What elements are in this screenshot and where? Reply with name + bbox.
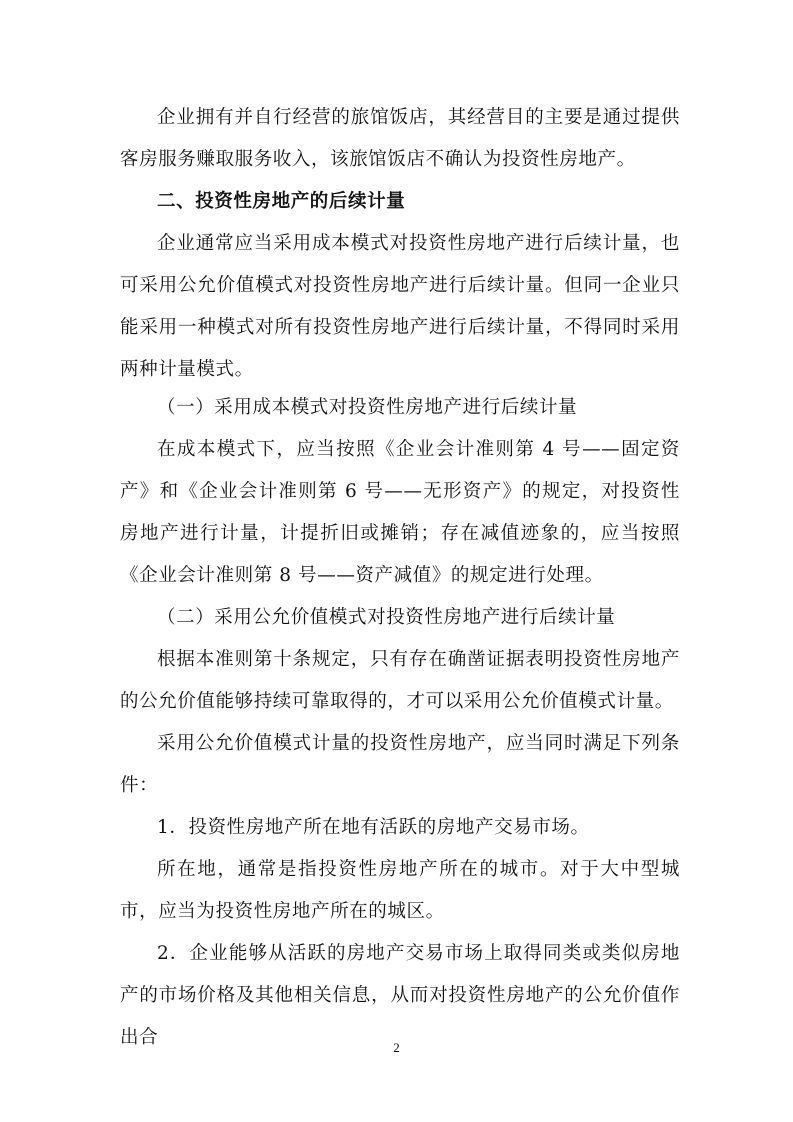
- paragraph-fair-value-evidence: 根据本准则第十条规定，只有存在确凿证据表明投资性房地产的公允价值能够持续可靠取得的，才可以采用公允价值模式计量。: [120, 649, 680, 712]
- paragraph-hotel-exclusion: 企业拥有并自行经营的旅馆饭店，其经营目的主要是通过提供客房服务赚取服务收入，该旅馆饭店不确认为投资性房地产。: [120, 107, 680, 170]
- paragraph-location-definition: 所在地，通常是指投资性房地产所在的城市。对于大中型城市，应当为投资性房地产所在的城区。: [120, 859, 680, 922]
- page-number: 2: [393, 1040, 400, 1055]
- subheading-cost-model: （一）采用成本模式对投资性房地产进行后续计量: [157, 397, 578, 418]
- list-item-condition-1: 1．投资性房地产所在地有活跃的房地产交易市场。: [157, 817, 590, 838]
- paragraph-cost-model: 在成本模式下，应当按照《企业会计准则第 4 号——固定资产》和《企业会计准则第 6 号——无形资产》的规定，对投资性房地产进行计量，计提折旧或摊销；存在减值迹象的，应当按照《企业会计准则第 8 号——资产减值》的规定进行处理。: [120, 439, 680, 586]
- subheading-fair-value-model: （二）采用公允价值模式对投资性房地产进行后续计量: [157, 607, 616, 628]
- paragraph-measurement-models: 企业通常应当采用成本模式对投资性房地产进行后续计量，也可采用公允价值模式对投资性房地产进行后续计量。但同一企业只能采用一种模式对所有投资性房地产进行后续计量，不得同时采用两种计量模式。: [120, 233, 680, 380]
- paragraph-conditions-intro: 采用公允价值模式计量的投资性房地产，应当同时满足下列条件：: [120, 733, 680, 796]
- list-item-condition-2: 2．企业能够从活跃的房地产交易市场上取得同类或类似房地产的市场价格及其他相关信息，从而对投资性房地产的公允价值作出合: [120, 943, 680, 1048]
- section-heading-subsequent-measurement: 二、投资性房地产的后续计量: [157, 191, 406, 212]
